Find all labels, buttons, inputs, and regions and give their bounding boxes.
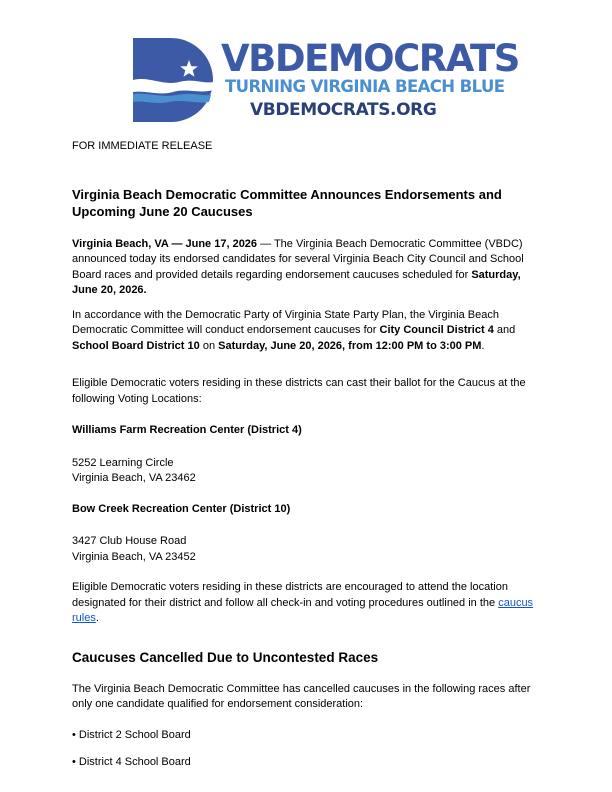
cancelled-paragraph: The Virginia Beach Democratic Committee has cancelled caucuses in the following races after only one candidate qualified for endorsement consideration:	[72, 682, 531, 710]
plan-text: In accordance with the Democratic Party of Virginia State Party Plan, the Virginia Beach Democratic Committee will conduct endorsement caucuses for	[72, 308, 499, 336]
attend-text: Eligible Democratic voters residing in these districts are encouraged to attend the location designated for their district and follow all check-in and voting procedures outlined in the	[72, 581, 508, 609]
list-item: • District 2 School Board	[72, 728, 191, 741]
attend-paragraph	[72, 580, 542, 627]
d-emblem-icon	[133, 38, 223, 122]
caucus-rules-link[interactable]: caucus rules	[72, 596, 534, 624]
list-item: • District 4 School Board	[72, 756, 191, 768]
plan-text: and	[493, 324, 516, 336]
location-city: Virginia Beach, VA 23462	[72, 472, 196, 484]
caucus-time: Saturday, June 20, 2026, from 12:00 PM to 3:00 PM	[218, 339, 482, 352]
vbdemocrats-logo	[133, 37, 519, 122]
attend-text-end: .	[95, 612, 99, 624]
location-name: Bow Creek Recreation Center (District 10)	[72, 502, 291, 515]
plan-paragraph	[72, 308, 542, 355]
intro-paragraph	[72, 237, 542, 299]
plan-text: on	[199, 339, 219, 352]
location-address	[72, 534, 542, 565]
logo-website: VBDEMOCRATS.ORG	[250, 100, 437, 120]
dateline: Virginia Beach, VA — June 17, 2026	[72, 237, 258, 250]
location-street: 3427 Club House Road	[72, 535, 187, 547]
caucus-date: Saturday, June 20, 2026.	[72, 268, 521, 296]
cancelled-heading: Caucuses Cancelled Due to Uncontested Races	[72, 649, 379, 665]
logo-tagline: TURNING VIRGINIA BEACH BLUE	[225, 77, 505, 96]
school-board-district: School Board District 10	[72, 339, 200, 352]
press-release-title: Virginia Beach Democratic Committee Announces Endorsements and Upcoming June 20 Caucuses	[72, 186, 502, 219]
location-street: 5252 Learning Circle	[72, 456, 174, 469]
eligible-paragraph: Eligible Democratic voters residing in these districts can cast their ballot for the Caucus at the following Voting Locations:	[72, 377, 526, 405]
city-council-district: City Council District 4	[379, 324, 494, 336]
logo-brand-text: VBDEMOCRATS	[221, 37, 519, 80]
press-release-body	[72, 139, 542, 783]
location-address	[72, 456, 542, 487]
location-city: Virginia Beach, VA 23452	[72, 550, 196, 563]
location-name: Williams Farm Recreation Center (District 4)	[72, 424, 302, 436]
plan-text: .	[481, 339, 485, 352]
intro-text: — The Virginia Beach Democratic Committee (VBDC) announced today its endorsed candidates for several Virginia Beach City Council and School Board races and provided details regarding endorsement caucuses scheduled for	[72, 237, 524, 281]
release-label: FOR IMMEDIATE RELEASE	[72, 140, 213, 152]
